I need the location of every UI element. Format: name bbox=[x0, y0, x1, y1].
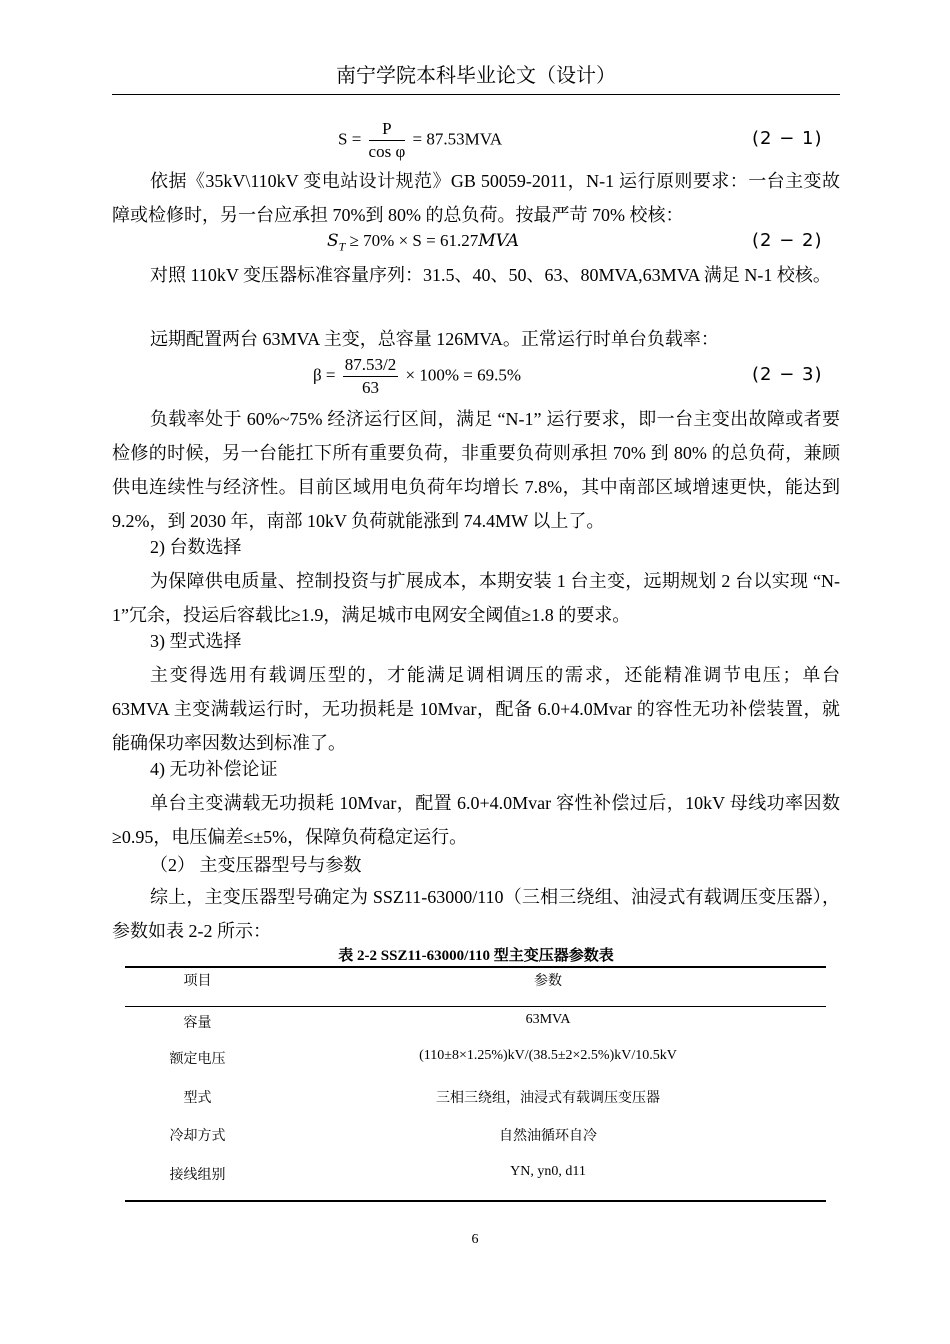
table-row-4-value: 自然油循环自冷 bbox=[499, 1129, 597, 1144]
heading-3-type: 3) 型式选择 bbox=[150, 631, 242, 651]
eq1-fraction bbox=[369, 118, 406, 163]
eq3-denominator: 63 bbox=[361, 378, 379, 397]
heading-4-reactive: 4) 无功补偿论证 bbox=[150, 759, 278, 779]
eq1-denominator: cos φ bbox=[368, 142, 406, 161]
table-row-5-value: YN, yn0, d11 bbox=[510, 1164, 586, 1179]
eq2-rest: ≥ 70% × S = 61.27 bbox=[345, 231, 479, 250]
table-row-1-value: 63MVA bbox=[525, 1012, 571, 1027]
paragraph-5: 为保障供电质量、控制投资与扩展成本，本期安装 1 台主变，远期规划 2 台以实现 “N-1”冗余，投运后容载比≥1.9，满足城市电网安全阈值≥1.8 的要求。 bbox=[112, 571, 840, 625]
table-top-rule bbox=[125, 966, 826, 968]
table-caption: 表 2-2 SSZ11-63000/110 型主变压器参数表 bbox=[338, 948, 614, 964]
paragraph-7: 单台主变满载无功损耗 10Mvar，配置 6.0+4.0Mvar 容性补偿过后，10kV 母线功率因数≥0.95，电压偏差≤±5%，保障负荷稳定运行。 bbox=[112, 793, 840, 847]
paragraph-1: 依据《35kV\110kV 变电站设计规范》GB 50059-2011，N-1 运行原则要求：一台主变故障或检修时，另一台应承担 70%到 80% 的总负荷。按最严苛 70% 校核： bbox=[112, 171, 840, 225]
eq2-number: (2 − 2) bbox=[752, 230, 823, 251]
equation-2-3 bbox=[313, 354, 521, 399]
page-header: 南宁学院本科毕业论文（设计） bbox=[112, 58, 840, 95]
eq2-lhs-var: S bbox=[327, 231, 339, 251]
table-header-param: 参数 bbox=[534, 974, 562, 989]
eq1-lhs: S = bbox=[338, 129, 362, 149]
eq1-numerator: P bbox=[369, 118, 406, 141]
table-row-3-item: 型式 bbox=[183, 1091, 212, 1106]
paragraph-6: 主变得选用有载调压型的，才能满足调相调压的需求，还能精准调节电压；单台 63MVA 主变满载运行时，无功损耗是 10Mvar，配备 6.0+4.0Mvar 的容性无功补偿装置，就能确保功率因数达到标准了。 bbox=[112, 665, 840, 753]
heading-5-model: （2） 主变压器型号与参数 bbox=[150, 855, 362, 875]
table-row-1-item: 容量 bbox=[183, 1016, 212, 1031]
paragraph-2: 对照 110kV 变压器标准容量序列：31.5、40、50、63、80MVA,63MVA 满足 N-1 校核。 bbox=[150, 265, 831, 285]
table-header-rule bbox=[125, 1006, 826, 1007]
equation-2-1 bbox=[338, 118, 502, 163]
paragraph-4: 负载率处于 60%~75% 经济运行区间，满足 “N-1” 运行要求，即一台主变出故障或者要检修的时候，另一台能扛下所有重要负荷，非重要负荷则承担 70% 到 80% 的总负荷，兼顾供电连续性与经济性。目前区域用电负荷年均增长 7.8%，其中南部区域增速更快，能达到 9.2%，到 2030 年，南部 10kV 负荷就能涨到 74.4MW 以上了。 bbox=[112, 409, 840, 531]
table-bottom-rule bbox=[125, 1200, 826, 1202]
table-row-2-value: (110±8×1.25%)kV/(38.5±2×2.5%)kV/10.5kV bbox=[419, 1048, 677, 1063]
eq1-rhs: = 87.53MVA bbox=[412, 129, 503, 149]
table-header-item: 项目 bbox=[183, 974, 212, 989]
heading-2-count: 2) 台数选择 bbox=[150, 537, 242, 557]
table-row-5-item: 接线组别 bbox=[169, 1168, 226, 1183]
eq2-unit: MVA bbox=[478, 231, 520, 251]
eq3-lhs: β = bbox=[313, 365, 336, 385]
eq2-lhs-sub: T bbox=[338, 239, 346, 254]
paragraph-8: 综上，主变压器型号确定为 SSZ11-63000/110（三相三绕组、油浸式有载调压变压器），参数如表 2-2 所示： bbox=[112, 887, 840, 941]
eq3-number: (2 − 3) bbox=[752, 364, 823, 385]
eq1-number: (2 − 1) bbox=[752, 128, 823, 149]
equation-2-2 bbox=[327, 229, 519, 258]
table-row-4-item: 冷却方式 bbox=[169, 1129, 226, 1144]
page-number: 6 bbox=[471, 1232, 479, 1247]
table-row-2-item: 额定电压 bbox=[169, 1052, 226, 1067]
paragraph-3: 远期配置两台 63MVA 主变，总容量 126MVA。正常运行时单台负载率： bbox=[150, 329, 719, 349]
eq3-fraction bbox=[343, 354, 398, 399]
table-row-3-value: 三相三绕组，油浸式有载调压变压器 bbox=[436, 1091, 660, 1106]
eq3-rhs: × 100% = 69.5% bbox=[405, 365, 521, 385]
eq3-numerator: 87.53/2 bbox=[343, 354, 398, 377]
